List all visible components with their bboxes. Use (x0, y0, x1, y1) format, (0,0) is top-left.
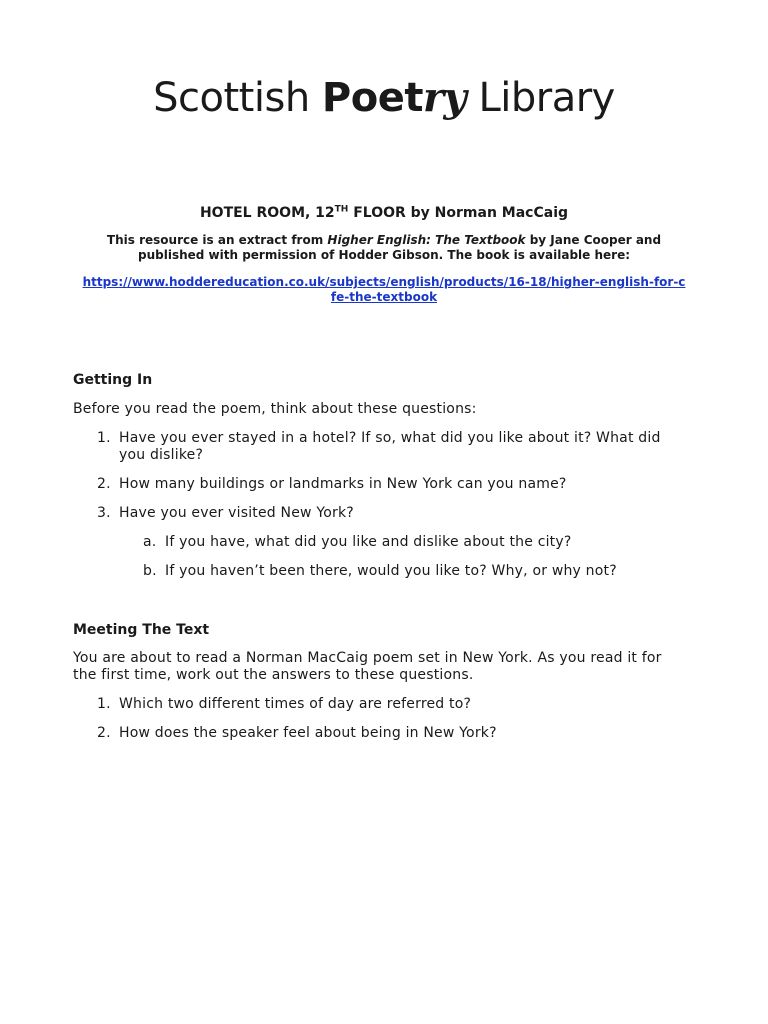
question-text: How many buildings or landmarks in New York can you name? (119, 476, 567, 492)
list-number: 1. (97, 430, 111, 446)
list-item (97, 696, 667, 713)
scottish-poetry-library-logo (0, 70, 768, 126)
credit-text-end: by Jane Cooper and published with permission of Hodder Gibson. The book is available here: (138, 233, 662, 262)
list-number: 2. (97, 725, 111, 741)
list-item (97, 725, 667, 742)
question-text: Have you ever visited New York? (119, 505, 354, 521)
credit-text: This resource is an extract from (106, 233, 328, 247)
sub-list-item (143, 534, 683, 551)
question-text: If you haven’t been there, would you like to? Why, or why not? (165, 563, 617, 579)
list-number: 1. (97, 696, 111, 712)
list-letter: b. (143, 563, 157, 579)
title-text-end: FLOOR by Norman MacCaig (348, 205, 569, 221)
sub-list-item (143, 563, 683, 580)
logo-text-ry: ry (422, 74, 467, 121)
question-text: Which two different times of day are referred to? (119, 696, 472, 712)
title-text: HOTEL ROOM, 12 (199, 205, 335, 221)
question-text: How does the speaker feel about being in New York? (119, 725, 497, 741)
list-item (97, 476, 667, 493)
book-link[interactable]: https://www.hoddereducation.co.uk/subjects/english/products/16-18/higher-english-for-cfe-the-textbook (82, 275, 686, 304)
list-number: 3. (97, 505, 111, 521)
logo-text-scottish: Scottish (153, 75, 322, 121)
logo-text-library: Library (466, 75, 615, 121)
title-superscript: TH (334, 204, 349, 215)
list-number: 2. (97, 476, 111, 492)
question-text: Have you ever stayed in a hotel? If so, what did you like about it? What did you dislike? (119, 430, 661, 463)
meeting-the-text-heading: Meeting The Text (73, 622, 210, 638)
getting-in-intro: Before you read the poem, think about these questions: (73, 401, 477, 417)
question-text: If you have, what did you like and dislike about the city? (165, 534, 572, 550)
list-letter: a. (143, 534, 157, 550)
book-title: Higher English: The Textbook (327, 233, 526, 247)
source-credit (80, 233, 688, 263)
logo-text-poet: Poet (321, 75, 423, 121)
getting-in-heading: Getting In (73, 372, 153, 388)
document-title (80, 203, 688, 223)
meeting-the-text-intro: You are about to read a Norman MacCaig poem set in New York. As you read it for the first time, work out the answers to these questions. (73, 650, 662, 683)
document-header (80, 203, 688, 305)
list-item (97, 430, 667, 464)
list-item (97, 505, 667, 522)
